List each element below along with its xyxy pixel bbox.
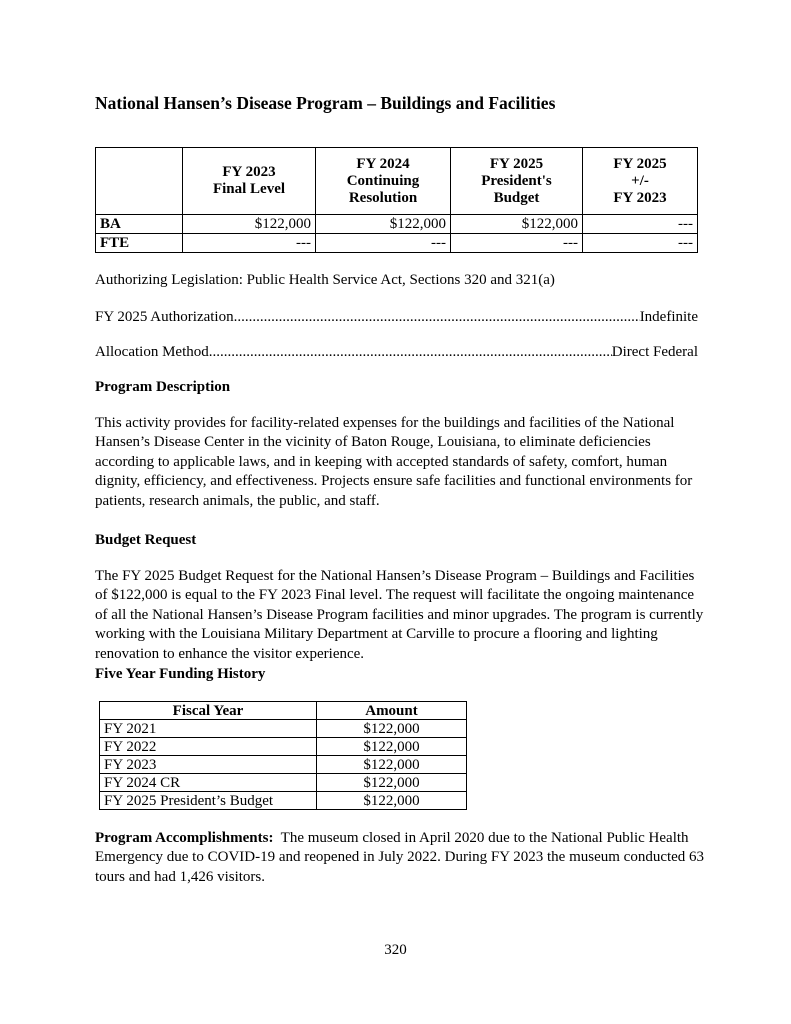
header-cell: FY 2025 President's Budget (451, 148, 583, 215)
authorizing-legislation: Authorizing Legislation: Public Health Service Act, Sections 320 and 321(a) (95, 272, 555, 288)
cell: $122,000 (316, 215, 451, 234)
cell: --- (583, 215, 698, 234)
table-row (100, 792, 467, 810)
row-label: BA (96, 215, 183, 234)
header-cell (96, 148, 183, 215)
table-row (96, 215, 698, 234)
cell: $122,000 (317, 792, 467, 810)
header-cell: FY 2023 Final Level (183, 148, 316, 215)
budget-request-text: The FY 2025 Budget Request for the National Hansen’s Disease Program – Buildings and Facilities of $122,000 is equal to the FY 2023 Final level. The request will facilitate the ongoing maintenance of all the National Hansen’s Disease Program facilities and minor upgrades. The program is currently working with the Louisiana Military Department at Carville to procure a flooring and lighting renovation to enhance the visitor experience. (95, 568, 704, 662)
authorization-value: Indefinite (639, 309, 698, 325)
cell: $122,000 (317, 738, 467, 756)
table-row (100, 720, 467, 738)
cell: $122,000 (317, 774, 467, 792)
cell: --- (316, 234, 451, 253)
table-row (100, 756, 467, 774)
header-cell: FY 2024 Continuing Resolution (316, 148, 451, 215)
allocation-label: Allocation Method (95, 344, 209, 360)
row-label: FTE (96, 234, 183, 253)
table-header-row (100, 702, 467, 720)
dot-leader (209, 344, 612, 361)
page-number: 320 (384, 942, 407, 958)
table-row (96, 234, 698, 253)
cell: FY 2023 (100, 756, 317, 774)
authorization-label: FY 2025 Authorization (95, 309, 234, 325)
cell: --- (451, 234, 583, 253)
allocation-value: Direct Federal (611, 344, 698, 360)
table-row (100, 774, 467, 792)
allocation-line (95, 344, 698, 361)
accomplishments-paragraph (95, 829, 708, 887)
program-description-text: This activity provides for facility-related expenses for the buildings and facilities of the National Hansen’s Disease Center in the vicinity of Baton Rouge, Louisiana, to eliminate deficiencies according to applicable laws, and in keeping with accepted standards of safety, comfort, human dignity, efficiency, and effectiveness. Projects ensure safe facilities and functional environments for patients, research animals, the public, and staff. (95, 415, 693, 509)
cell: $122,000 (183, 215, 316, 234)
header-cell: FY 2025 +/- FY 2023 (583, 148, 698, 215)
section-heading: Program Description (95, 379, 231, 395)
cell: $122,000 (451, 215, 583, 234)
table-row (100, 738, 467, 756)
header-cell: Amount (317, 702, 467, 720)
section-heading: Program Accomplishments: (95, 830, 274, 846)
funding-history-table (99, 701, 467, 810)
page-title: National Hansen’s Disease Program – Buildings and Facilities (95, 93, 556, 113)
cell: --- (583, 234, 698, 253)
header-cell: Fiscal Year (100, 702, 317, 720)
cell: FY 2025 President’s Budget (100, 792, 317, 810)
section-heading: Five Year Funding History (95, 666, 266, 682)
cell: $122,000 (317, 720, 467, 738)
accomplishments-text: The museum closed in April 2020 due to the National Public Health Emergency due to COVID-19 and reopened in July 2022. During FY 2023 the museum conducted 63 tours and had 1,426 visitors. (95, 830, 708, 885)
authorization-line (95, 309, 698, 326)
cell: FY 2022 (100, 738, 317, 756)
table-header-row (96, 148, 698, 215)
summary-table (95, 147, 698, 253)
cell: FY 2021 (100, 720, 317, 738)
cell: FY 2024 CR (100, 774, 317, 792)
cell: --- (183, 234, 316, 253)
dot-leader (234, 309, 640, 326)
section-heading: Budget Request (95, 532, 197, 548)
cell: $122,000 (317, 756, 467, 774)
